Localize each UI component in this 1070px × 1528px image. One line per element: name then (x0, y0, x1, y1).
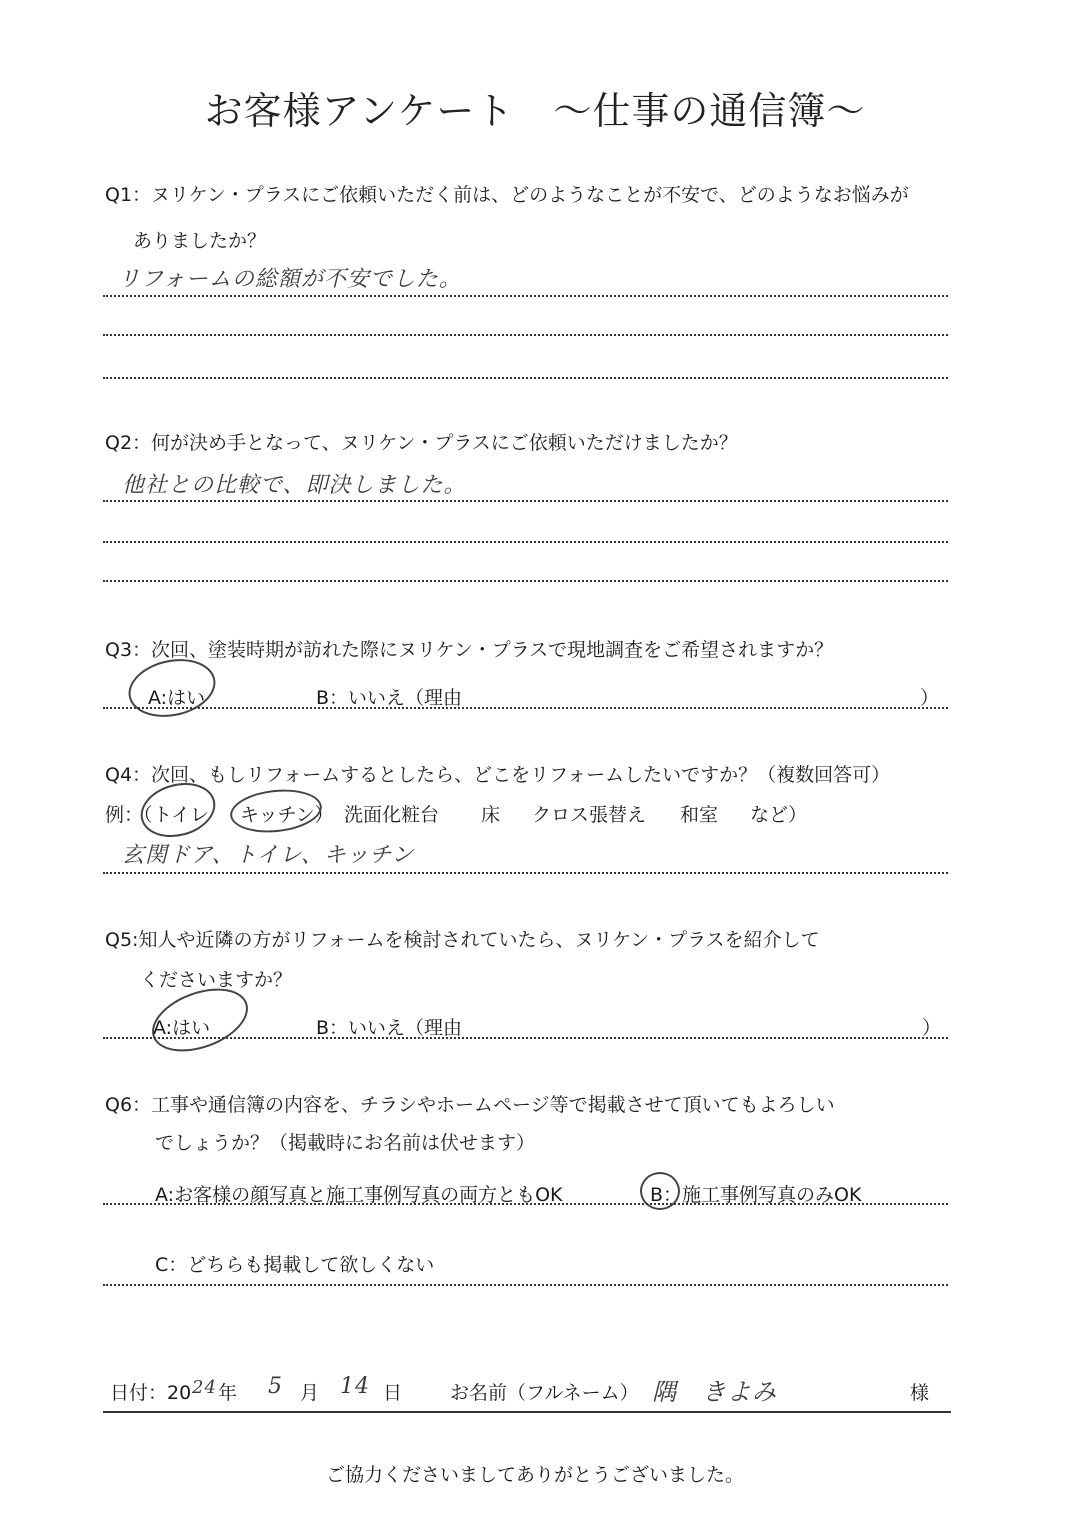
q4-example-japanese-room[interactable]: 和室 (680, 804, 719, 826)
q5-question-line2: くださいますか？ (140, 969, 293, 991)
q5-close-paren: ） (922, 1017, 942, 1039)
q5-reason-line (103, 1037, 948, 1039)
customer-name[interactable]: 隅 きよみ (652, 1378, 777, 1406)
footer-underline (103, 1411, 951, 1413)
q6-option-a[interactable]: A:お客様の顔写真と施工事例写真の両方ともOK (155, 1184, 563, 1206)
q5-option-b[interactable]: B：いいえ（理由 (316, 1017, 463, 1039)
q1-answer-line-1 (103, 295, 948, 297)
q2-answer-line-2 (103, 541, 948, 543)
q4-example-washbasin[interactable]: 洗面化粧台 (344, 804, 440, 826)
date-year-label: 年 (218, 1382, 238, 1404)
q2-question: Q2：何が決め手となって、ヌリケン・プラスにご依頼いただけましたか？ (105, 432, 738, 454)
q1-answer-line-3 (103, 377, 948, 379)
page-title: お客様アンケート ～仕事の通信簿～ (204, 89, 866, 133)
q5-question-line1: Q5:知人や近隣の方がリフォームを検討されていたら、ヌリケン・プラスを紹介して (105, 929, 820, 951)
date-month-label: 月 (300, 1382, 320, 1404)
date-month[interactable]: 5 (268, 1374, 283, 1399)
q6-question-line2: でしょうか？（掲載時にお名前は伏せます） (155, 1132, 536, 1154)
name-label: お名前（フルネーム） (450, 1382, 639, 1404)
q6-option-b[interactable]: B：施工事例写真のみOK (650, 1184, 862, 1206)
q5-option-a[interactable]: A:はい (153, 1017, 211, 1039)
q4-kitchen-circle-mark (228, 785, 324, 836)
q3-question: Q3：次回、塗装時期が訪れた際にヌリケン・プラスで現地調査をご希望されますか？ (105, 639, 834, 661)
q1-question-line2: ありましたか？ (133, 230, 267, 252)
q3-close-paren: ） (920, 687, 940, 709)
q6-line-ab (103, 1203, 948, 1205)
q1-answer-line-2 (103, 334, 948, 336)
thank-you-message: ご協力くださいましてありがとうございました。 (325, 1464, 744, 1486)
q6-line-c (103, 1284, 948, 1286)
q1-question-line1: Q1：ヌリケン・プラスにご依頼いただく前は、どのようなことが不安で、どのようなお悩みが (105, 184, 909, 206)
honorific: 様 (910, 1382, 930, 1404)
q4-example-prefix: 例：（ (105, 804, 153, 826)
q4-example-toilet[interactable]: トイレ (153, 804, 210, 826)
q2-answer-line-1 (103, 500, 948, 502)
q4-answer-line (103, 872, 948, 874)
date-day-label: 日 (383, 1382, 403, 1404)
q1-answer[interactable]: リフォームの総額が不安でした。 (118, 267, 462, 292)
q4-example-floor[interactable]: 床 (481, 804, 501, 826)
q4-example-etc: など） (750, 804, 808, 826)
q4-example-kitchen[interactable]: キッチン） (240, 804, 334, 826)
q2-answer[interactable]: 他社との比較で、即決しました。 (122, 473, 467, 498)
q4-question: Q4：次回、もしリフォームするとしたら、どこをリフォームしたいですか？（複数回答可） (105, 764, 891, 786)
date-day[interactable]: 14 (340, 1374, 370, 1399)
q3-option-a[interactable]: A:はい (148, 687, 206, 709)
date-year-handwritten[interactable]: 24 (192, 1377, 217, 1398)
q3-reason-line (103, 707, 948, 709)
q4-example-cloth-wallpaper[interactable]: クロス張替え (532, 804, 647, 826)
q4-answer[interactable]: 玄関ドア、トイレ、キッチン (122, 843, 415, 868)
q6-question-line1: Q6：工事や通信簿の内容を、チラシやホームページ等で掲載させて頂いてもよろしい (105, 1094, 835, 1116)
date-label: 日付：20 (110, 1382, 192, 1404)
q3-option-b[interactable]: B：いいえ（理由 (316, 687, 463, 709)
q2-answer-line-3 (103, 580, 948, 582)
q6-option-c[interactable]: C：どちらも掲載して欲しくない (155, 1254, 435, 1276)
